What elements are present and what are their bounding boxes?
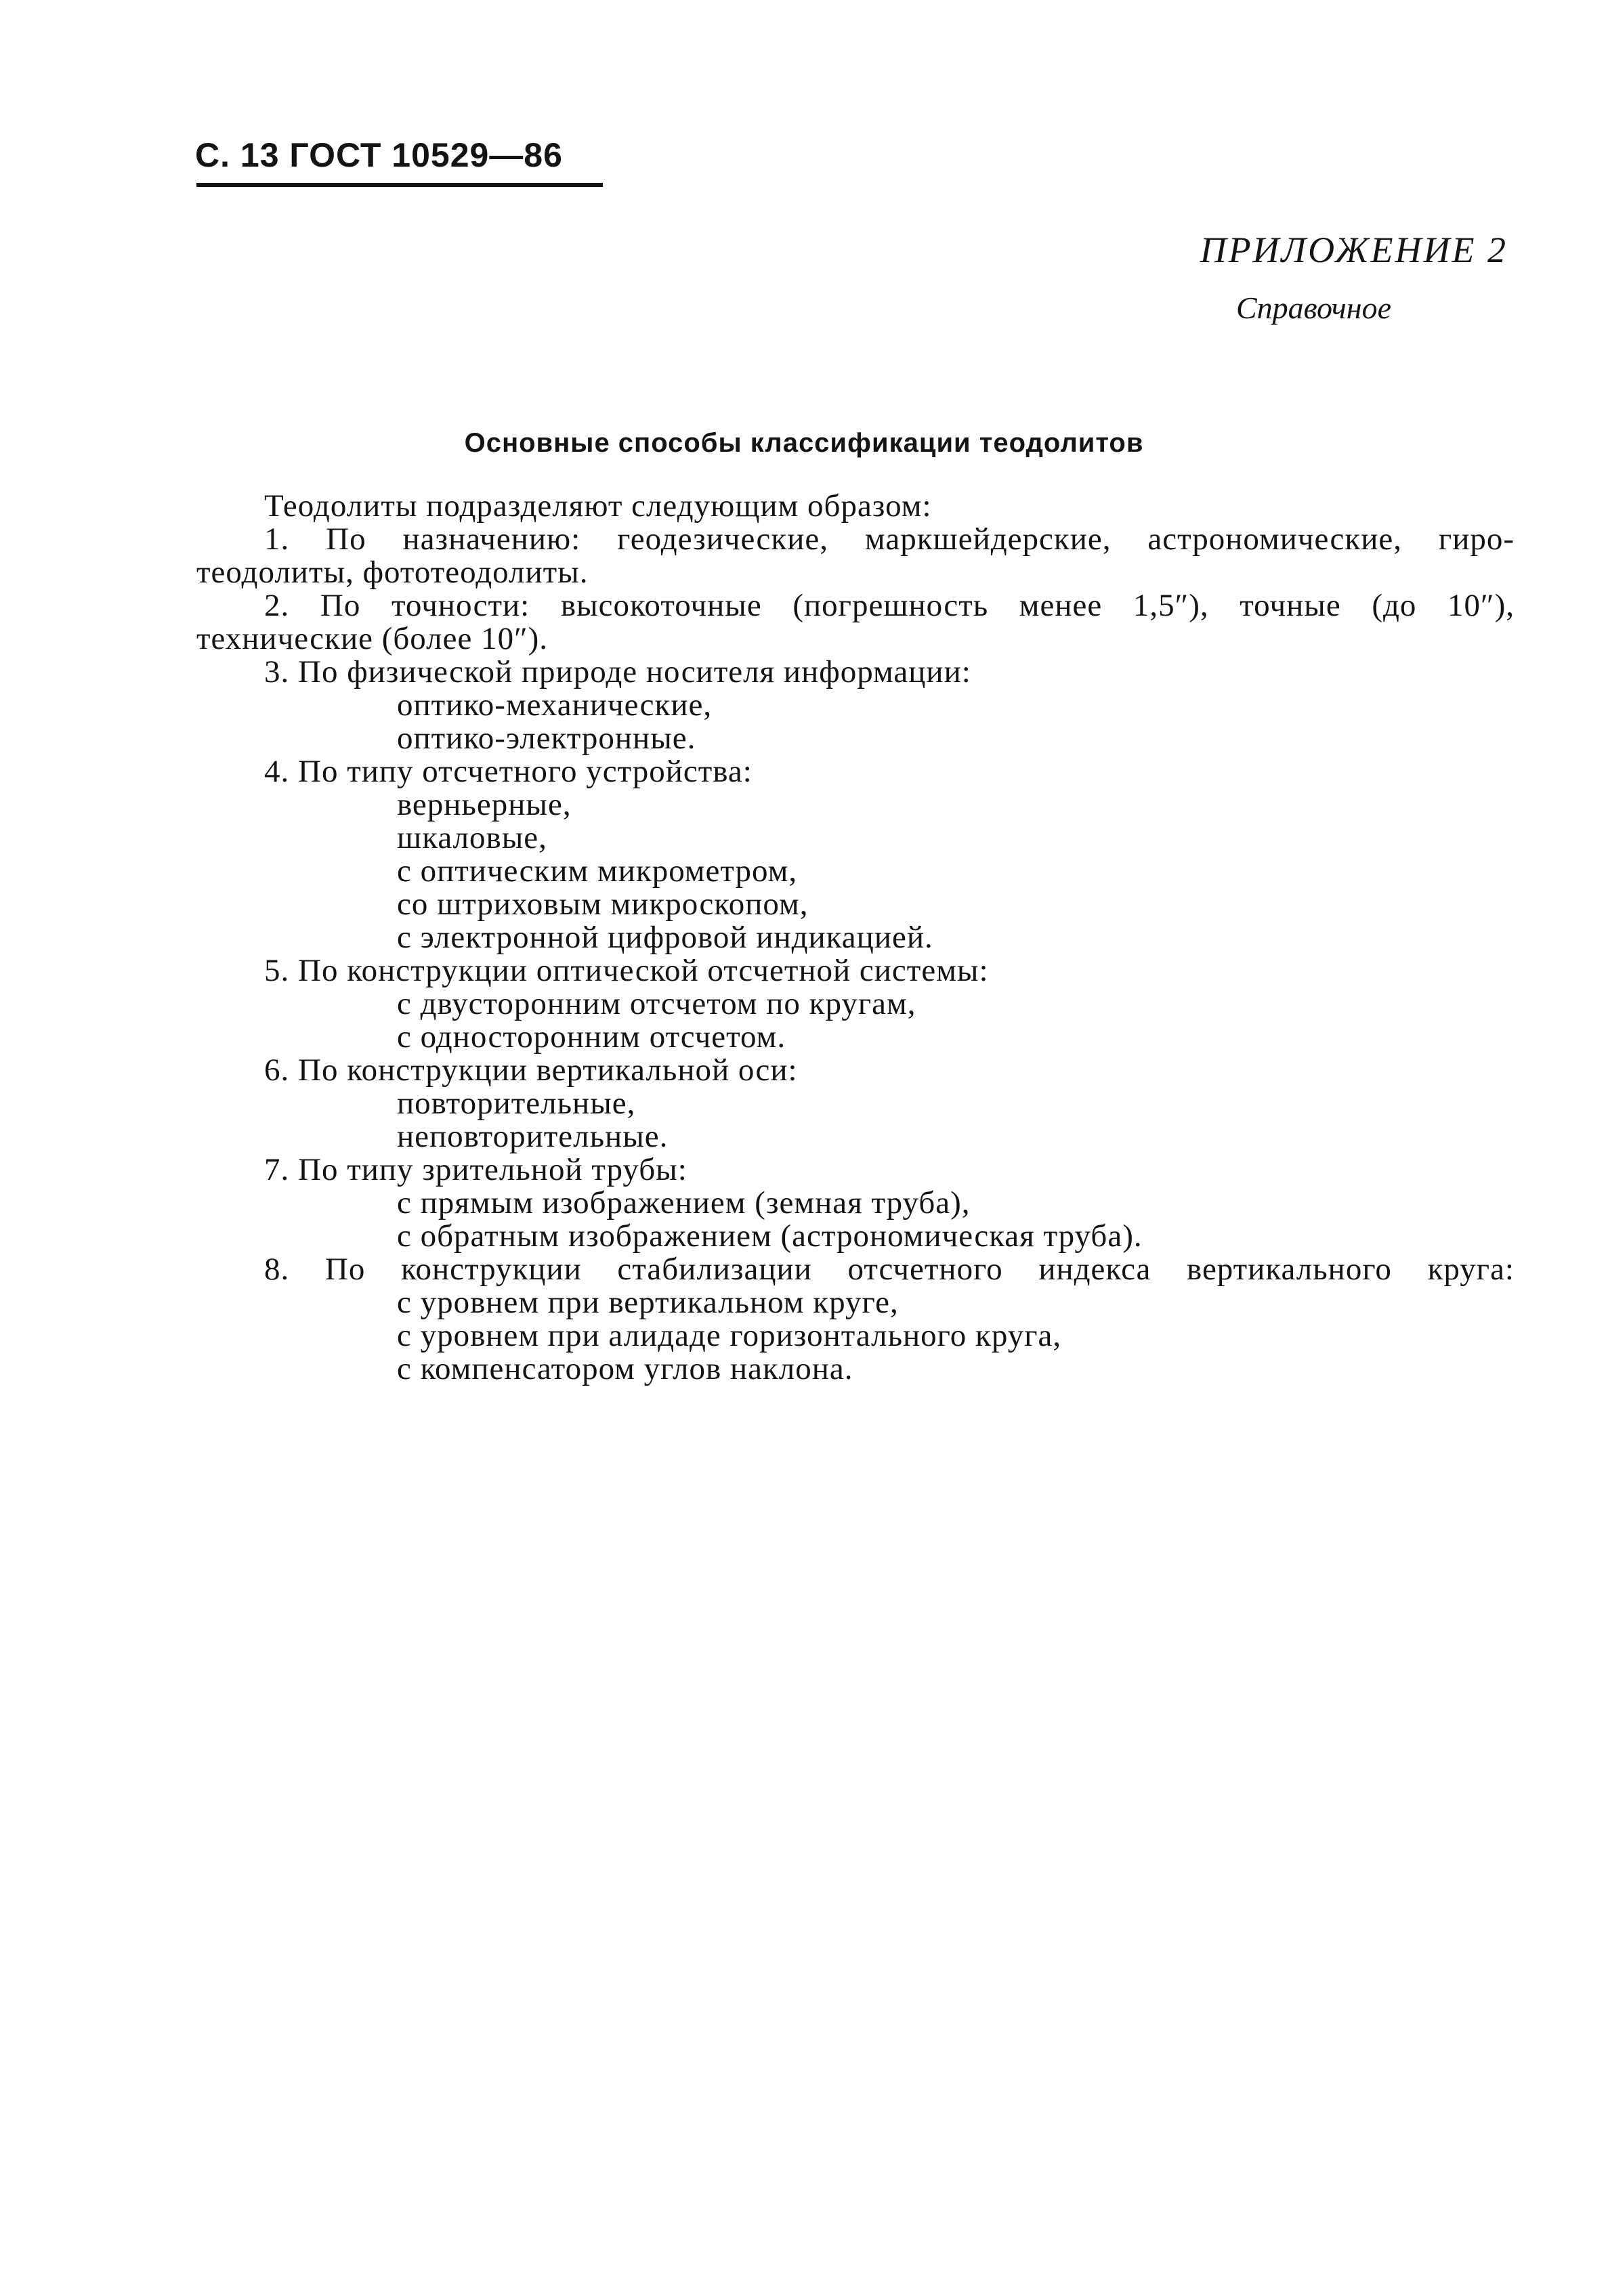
document-title: Основные способы классификации теодолитов <box>464 428 1144 458</box>
list-item: 1. По назначению: геодезические, маркшейдерские, астрономические, гиро- <box>264 523 1515 556</box>
list-item: 3. По физической природе носителя информации: <box>264 656 971 689</box>
classification-list <box>196 490 1515 1386</box>
header-rule <box>196 183 603 187</box>
intro-text: Теодолиты подразделяют следующим образом: <box>264 490 932 523</box>
page-header: С. 13 ГОСТ 10529—86 <box>195 136 563 174</box>
list-subitem: с прямым изображением (земная труба), <box>397 1187 971 1220</box>
list-subitem: с обратным изображением (астрономическая труба). <box>397 1220 1143 1253</box>
list-subitem: с уровнем при алидаде горизонтального круга, <box>397 1319 1062 1353</box>
list-subitem: повторительные, <box>397 1087 636 1120</box>
list-subitem: с уровнем при вертикальном круге, <box>397 1286 899 1319</box>
list-item: 5. По конструкции оптической отсчетной системы: <box>264 954 989 987</box>
list-subitem: с компенсатором углов наклона. <box>397 1353 853 1386</box>
appendix-subtitle: Справочное <box>1235 291 1391 325</box>
list-subitem: оптико-механические, <box>397 689 713 722</box>
list-subitem: оптико-электронные. <box>397 722 696 755</box>
list-subitem: со штриховым микроскопом, <box>397 888 809 921</box>
list-subitem: неповторительные. <box>397 1120 669 1153</box>
list-item: 4. По типу отсчетного устройства: <box>264 755 753 788</box>
list-subitem: с электронной цифровой индикацией. <box>397 921 933 954</box>
list-subitem: с двусторонним отсчетом по кругам, <box>397 987 916 1021</box>
list-item-continuation: теодолиты, фототеодолиты. <box>196 556 589 589</box>
list-subitem: с оптическим микрометром, <box>397 855 798 888</box>
list-subitem: верньерные, <box>397 788 572 822</box>
list-item: 7. По типу зрительной трубы: <box>264 1153 687 1187</box>
list-item: 6. По конструкции вертикальной оси: <box>264 1054 798 1087</box>
list-item-continuation: технические (более 10″). <box>196 622 549 656</box>
list-subitem: шкаловые, <box>397 822 547 855</box>
list-subitem: с односторонним отсчетом. <box>397 1021 786 1054</box>
list-item: 8. По конструкции стабилизации отсчетного индекса вертикального круга: <box>264 1253 1515 1286</box>
list-item: 2. По точности: высокоточные (погрешность менее 1,5″), точные (до 10″), <box>264 589 1515 622</box>
appendix-title: ПРИЛОЖЕНИЕ 2 <box>1200 230 1508 270</box>
